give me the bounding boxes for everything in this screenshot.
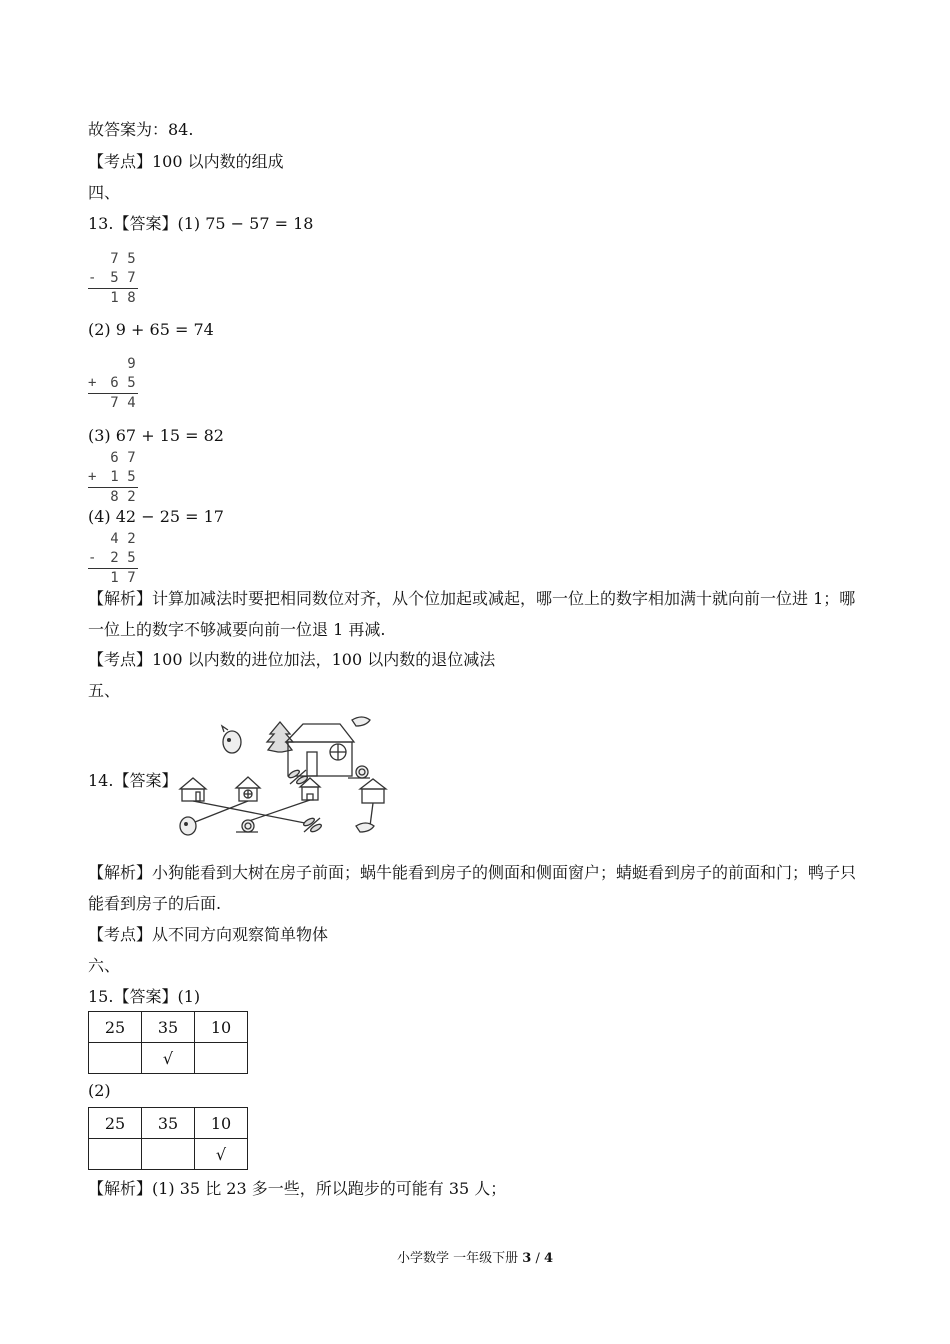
view-side-house-icon [236,777,260,801]
page-footer [0,1247,950,1266]
jiexi-13: 【解析】计算加减法时要把相同数位对齐，从个位加起或减起，哪一位上的数字相加满十就向前一位进 1；哪一位上的数字不够减要向前一位退 1 再减. [88,589,856,639]
section-4-heading: 四、 [88,183,121,202]
duck-icon [352,717,370,726]
table-cell: 25 [89,1108,142,1139]
check-mark: √ [142,1043,195,1074]
footer-title: 小学数学 一年级下册 [396,1251,519,1266]
q13-heading: 13.【答案】(1) 75 − 57 = 18 [88,214,314,233]
view-roof-house-icon [360,779,386,803]
kaodian-12: 【考点】100 以内数的组成 [88,152,284,171]
table-cell [89,1043,142,1074]
snail-icon [236,820,258,832]
jiexi-15: 【解析】(1) 35 比 23 多一些，所以跑步的可能有 35 人； [88,1179,507,1198]
answer-table-1 [88,1011,248,1074]
section-6-heading: 六、 [88,956,121,975]
observation-illustration [170,712,400,842]
vertical-calc-3: 6 7 + 1 5 8 2 [88,449,140,507]
view-back-house-icon [180,778,206,801]
q15-heading: 15.【答案】(1) [88,987,201,1006]
jiexi-14: 【解析】小狗能看到大树在房子前面；蜗牛能看到房子的侧面和侧面窗户；蜻蜓看到房子的前面和门；鸭子只能看到房子的后面. [88,863,857,913]
table-cell [89,1139,142,1170]
duck-icon [356,823,374,832]
footer-page-number: 3 [522,1251,532,1266]
q13-part-3: (3) 67 + 15 = 82 [88,426,224,445]
q13-part-4: (4) 42 − 25 = 17 [88,507,224,526]
dragonfly-icon [303,817,323,833]
q15-part-2: (2) [88,1081,111,1100]
dog-icon [180,817,196,835]
footer-separator: / [535,1251,540,1266]
kaodian-14: 【考点】从不同方向观察简单物体 [88,925,329,944]
house-icon [286,724,354,776]
vertical-calc-1: 7 5 - 5 7 1 8 [88,250,140,308]
footer-page-total: 4 [543,1251,554,1266]
dog-icon [222,726,241,753]
table-cell: 35 [142,1012,195,1043]
check-mark: √ [195,1139,248,1170]
table-cell: 10 [195,1012,248,1043]
section-5-heading: 五、 [88,681,121,700]
answer-table-2 [88,1107,248,1170]
table-cell [142,1139,195,1170]
q14-heading: 14.【答案】 [88,771,178,790]
table-cell: 35 [142,1108,195,1139]
vertical-calc-4: 4 2 - 2 5 1 7 [88,530,140,588]
answer-line: 故答案为：84. [88,120,194,139]
q13-part-2: (2) 9 + 65 = 74 [88,320,214,339]
table-cell: 25 [89,1012,142,1043]
tree-icon [267,722,293,752]
vertical-calc-2: 9 + 6 5 7 4 [88,355,140,413]
table-cell: 10 [195,1108,248,1139]
kaodian-13: 【考点】100 以内数的进位加法，100 以内数的退位减法 [88,650,496,669]
table-cell [195,1043,248,1074]
